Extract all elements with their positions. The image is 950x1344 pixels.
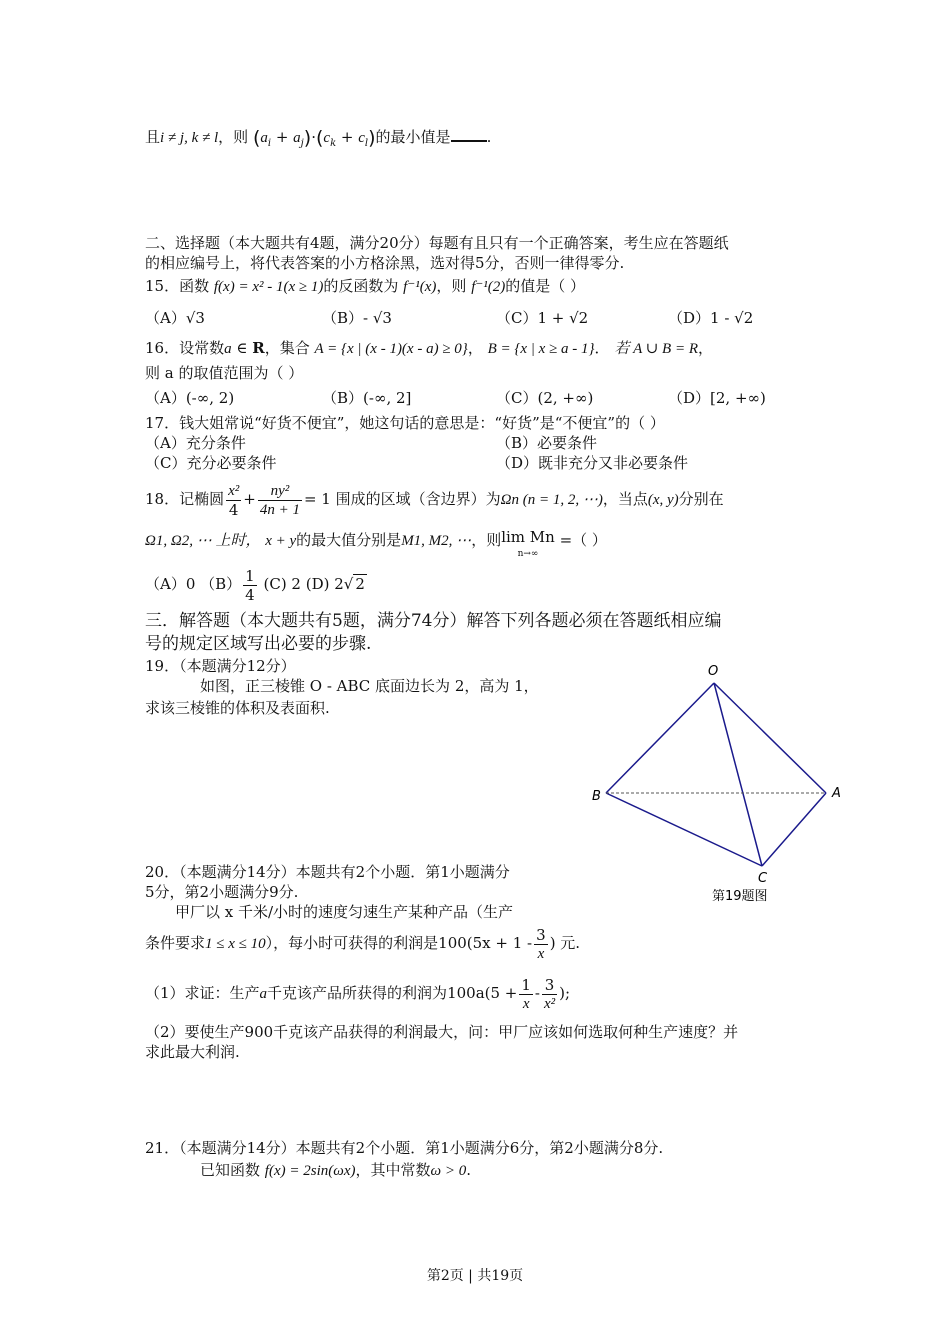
edge-ac [762,793,826,866]
q19-body: 如图，正三棱锥 O - ABC 底面边长为 2，高为 1， [200,677,539,695]
q17-stem: 17．钱大姐常说“好货不便宜”，她这句话的意思是：“好货”是“不便宜”的（ ） [145,414,665,432]
label-o: O [708,664,719,679]
q20-part2: （2）要使生产900千克该产品获得的利润最大，问：甲厂应该如何选取何种生产速度？并 [145,1023,739,1041]
q18-stem-2: Ω1, Ω2, ⋯ 上时， x + y的最大值分别是M1, M2, ⋯，则lim Mn n→∞ =（ ） [145,528,607,559]
q17-option-c: （C）充分必要条件 [145,454,277,472]
q21-body: 已知函数 f(x) = 2sin(ωx)，其中常数ω > 0. [200,1161,471,1179]
q16-option-d: （D）[2, +∞) [668,389,766,407]
q16-option-a: （A）(-∞, 2) [145,389,235,407]
q17-option-d: （D）既非充分又非必要条件 [496,454,689,472]
q15-option-d: （D）1 - √2 [668,309,754,327]
q17-option-a: （A）充分条件 [145,434,246,452]
q15-option-c: （C）1 + √2 [496,309,589,327]
q20-body-2: 条件要求1 ≤ x ≤ 10），每小时可获得的利润是100(5x + 1 - $\frac{3}{x}$ ) 元. [145,925,581,962]
section3-heading: 三．解答题（本大题共有5题，满分74分）解答下列各题必须在答题纸相应编 [145,611,722,631]
q16-option-b: （B）(-∞, 2] [322,389,412,407]
q19-head: 19．（本题满分12分） [145,657,296,675]
answer-blank [451,126,487,142]
figure-caption: 第19题图 [712,889,768,904]
page-footer: 第2页 | 共19页 [426,1268,524,1284]
q15-stem: 15．函数 f(x) = x² - 1(x ≥ 1)的反函数为 f⁻¹(x)，则 f⁻¹(2)的值是（ ） [145,277,586,295]
section3-heading-2: 号的规定区域写出必要的步骤. [145,634,372,654]
q20-part1: （1）求证：生产a千克该产品所获得的利润为100a(5 + $\frac{1}{x}$ - $\frac{3}{\text{x²}}$ ); [145,975,571,1012]
q15-option-a: （A）√3 [145,309,205,327]
q18-options: （A）0 （B） $\frac{1}{4}$ (C) 2 (D) 2√ 2 [145,566,365,604]
q19-body-2: 求该三棱锥的体积及表面积. [145,699,330,717]
q20-head-2: 5分，第2小题满分9分. [145,883,299,901]
q16-stem: 16．设常数a ∈ R，集合 A = {x | (x - 1)(x - a) ≥ 0}， B = {x | x ≥ a - 1}． 若 A ∪ B = R， [145,339,714,357]
q16-stem-2: 则 a 的取值范围为（ ） [145,364,304,382]
edge-ob [606,683,714,793]
q19-pyramid-figure [590,660,860,910]
q18-stem: 18．记椭圆 $\frac{\text{x²}}{4}$ + $\frac{\text{ny²}}{4n + 1}$ = 1 围成的区域（含边界）为Ωn (n = 1, 2, ⋯)，当点(x, y)分别在 [145,482,724,519]
q15-option-b: （B）- √3 [322,309,392,327]
label-b: B [592,789,601,804]
label-a: A [832,786,841,801]
q21-head: 21．（本题满分14分）本题共有2个小题．第1小题满分6分，第2小题满分8分. [145,1139,664,1157]
q17-option-b: （B）必要条件 [496,434,598,452]
edge-bc [606,793,762,866]
q20-part2-2: 求此最大利润. [145,1043,240,1061]
section2-heading-2: 的相应编号上，将代表答案的小方格涂黑，选对得5分，否则一律得零分. [145,254,625,272]
edge-oa [714,683,826,793]
label-c: C [758,871,768,886]
q20-body: 甲厂以 x 千米/小时的速度匀速生产某种产品（生产 [175,903,514,921]
q16-option-c: （C）(2, +∞) [496,389,594,407]
q14-tail: 且i ≠ j, k ≠ l，则 $(a_i + a_j)\cdot(c_k + c_l)$的最小值是 . [145,127,492,149]
edge-oc [714,683,762,866]
q20-head: 20．（本题满分14分）本题共有2个小题．第1小题满分 [145,863,510,881]
section2-heading: 二、选择题（本大题共有4题，满分20分）每题有且只有一个正确答案，考生应在答题纸 [145,234,729,252]
